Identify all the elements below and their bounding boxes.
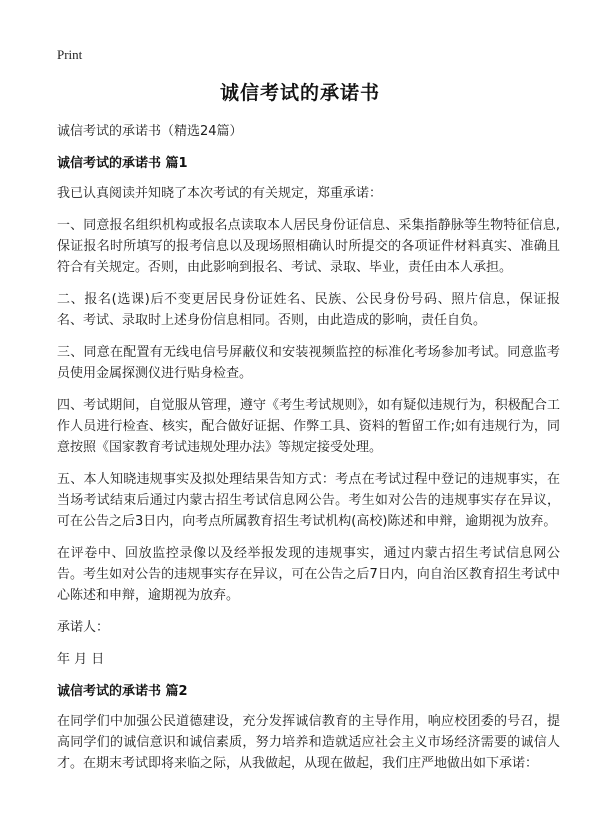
page-title: 诚信考试的承诺书	[219, 82, 380, 104]
print-link[interactable]: Print	[57, 47, 83, 62]
date-line: 年 月 日	[57, 652, 105, 667]
section-1-paragraph: 四、考试期间，自觉服从管理，遵守《考生考试规则》，如有疑似违规行为，积极配合工作人员进行检查、核实，配合做好证据、作弊工具、资料的暂留工作;如有违规行为，同意按照《国家教育考试违规处理办法》等规定接受处理。	[57, 398, 560, 455]
document-subtitle: 诚信考试的承诺书（精选24篇）	[57, 124, 243, 139]
section-1-paragraph: 二、报名(选课)后不变更居民身份证姓名、民族、公民身份号码、照片信息，保证报名、考试、录取时上述身份信息相同。否则，由此造成的影响，责任自负。	[57, 292, 560, 328]
section-1-paragraph: 在评卷中、回放监控录像以及经举报发现的违规事实，通过内蒙古招生考试信息网公告。考生如对公告的违规事实存在异议，可在公告之后7日内，向自治区教育招生考试中心陈述和申辩，逾期视为放弃。	[57, 546, 560, 603]
section-2-heading: 诚信考试的承诺书 篇2	[57, 684, 188, 699]
section-2-paragraph: 在同学们中加强公民道德建设，充分发挥诚信教育的主导作用，响应校团委的号召，提高同学们的诚信意识和诚信素质，努力培养和造就适应社会主义市场经济需要的诚信人才。在期末考试即将来临之际，从我做起，从现在做起，我们庄严地做出如下承诺：	[57, 714, 560, 771]
section-1-paragraph: 我已认真阅读并知晓了本次考试的有关规定，郑重承诺：	[57, 186, 383, 201]
signatory-label: 承诺人：	[57, 620, 110, 635]
section-1-paragraph: 三、同意在配置有无线电信号屏蔽仪和安装视频监控的标准化考场参加考试。同意监考员使用金属探测仪进行贴身检查。	[57, 345, 560, 381]
document-body	[57, 121, 560, 785]
section-1-heading: 诚信考试的承诺书 篇1	[57, 156, 188, 171]
section-1-paragraph: 五、本人知晓违规事实及拟处理结果告知方式：考点在考试过程中登记的违规事实，在当场考试结束后通过内蒙古招生考试信息网公告。考生如对公告的违规事实存在异议，可在公告之后3日内，向考点所属教育招生考试机构(高校)陈述和申辩，逾期视为放弃。	[57, 472, 560, 529]
section-1-paragraph: 一、同意报名组织机构或报名点读取本人居民身份证信息、采集指静脉等生物特征信息,保证报名时所填写的报考信息以及现场照相确认时所提交的各项证件材料真实、准确且符合有关规定。否则，由此影响到报名、考试、录取、毕业，责任由本人承担。	[57, 218, 560, 275]
